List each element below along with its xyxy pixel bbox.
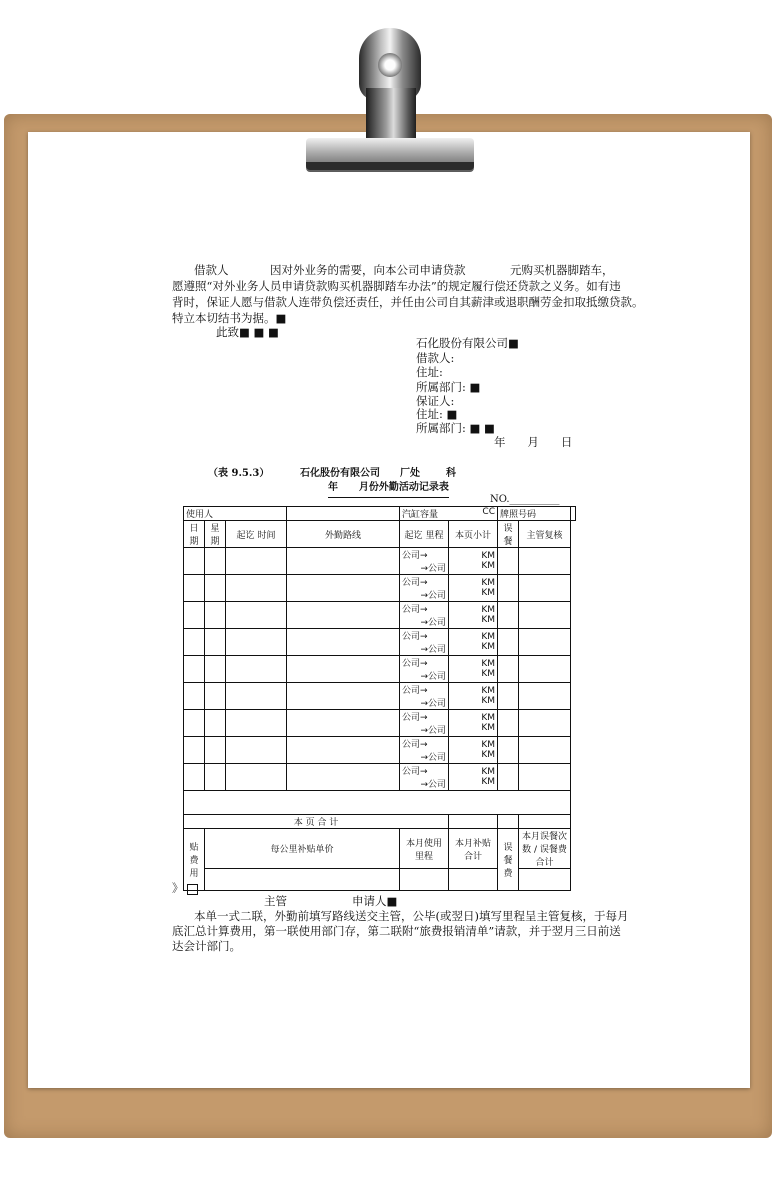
time-cell[interactable] xyxy=(226,629,287,656)
letter-line4: 特立本切结书为据。■ xyxy=(172,311,287,325)
letter-guarantor: 保证人: xyxy=(416,394,455,408)
km-unit: KM xyxy=(481,659,495,669)
day-cell[interactable] xyxy=(184,683,205,710)
meal-cell[interactable] xyxy=(498,710,519,737)
review-cell[interactable] xyxy=(519,575,571,602)
letter-line3: 背时，保证人愿与借款人连带负偿还责任，并任由公司自其薪津或退职酬劳金扣取抵缴贷款。 xyxy=(172,295,644,309)
week-cell[interactable] xyxy=(205,575,226,602)
footer-note2: 底汇总计算费用，第一联使用部门存，第二联附“旅费报销清单”请款，并于翌月三日前送 xyxy=(172,924,621,938)
mileage-cell[interactable] xyxy=(400,764,449,791)
week-cell[interactable] xyxy=(205,629,226,656)
letter-address2: 住址: ■ xyxy=(416,407,458,421)
page-total-meal[interactable] xyxy=(498,815,519,829)
user-value-cell[interactable] xyxy=(287,507,400,521)
mileage-cell[interactable] xyxy=(400,548,449,575)
record-row xyxy=(184,656,576,683)
km-unit: KM xyxy=(481,713,495,723)
meal-cell[interactable] xyxy=(498,764,519,791)
subtotal-cell[interactable] xyxy=(449,629,498,656)
blank-row xyxy=(184,791,571,815)
page-total-subtotal[interactable] xyxy=(449,815,498,829)
checkbox-icon[interactable] xyxy=(187,884,198,895)
time-cell[interactable] xyxy=(226,548,287,575)
km-unit: KM xyxy=(481,669,495,679)
mileage-cell[interactable] xyxy=(400,602,449,629)
to-company: →公司 xyxy=(420,564,446,574)
form-title: 年 月份外勤活动记录表 xyxy=(328,480,449,498)
letter-borrower: 借款人 xyxy=(194,263,229,277)
page-total-review[interactable] xyxy=(519,815,571,829)
letter-salutation: 此致■ ■ ■ xyxy=(216,325,279,339)
to-company: →公司 xyxy=(420,672,446,682)
day-cell[interactable] xyxy=(184,737,205,764)
meal-cell[interactable] xyxy=(498,656,519,683)
review-cell[interactable] xyxy=(519,710,571,737)
to-company: →公司 xyxy=(420,618,446,628)
km-unit: KM xyxy=(481,686,495,696)
review-cell[interactable] xyxy=(519,656,571,683)
route-cell[interactable] xyxy=(287,710,400,737)
letter-line2: 愿遵照“对外业务人员申请贷款购买机器脚踏车办法”的规定履行偿还贷款之义务。如有违 xyxy=(172,279,621,293)
mileage-cell[interactable] xyxy=(400,683,449,710)
form-section: 科 xyxy=(446,468,456,479)
from-company: 公司→ xyxy=(402,686,428,696)
subtotal-cell[interactable] xyxy=(449,602,498,629)
km-unit: KM xyxy=(481,561,495,571)
letter-borrower-sign: 借款人: xyxy=(416,351,455,365)
review-cell[interactable] xyxy=(519,737,571,764)
month-allowance-label: 本月补贴合计 xyxy=(449,829,498,869)
to-company: →公司 xyxy=(420,699,446,709)
month-mileage-label: 本月使用里程 xyxy=(400,829,449,869)
km-unit: KM xyxy=(481,642,495,652)
week-cell[interactable] xyxy=(205,602,226,629)
time-cell[interactable] xyxy=(226,710,287,737)
col-review: 主管复核 xyxy=(519,521,571,548)
review-cell[interactable] xyxy=(519,629,571,656)
meal-cell[interactable] xyxy=(498,737,519,764)
from-company: 公司→ xyxy=(402,578,428,588)
record-row xyxy=(184,737,576,764)
col-route: 外勤路线 xyxy=(287,521,400,548)
km-unit: KM xyxy=(481,632,495,642)
meal-values[interactable] xyxy=(519,869,571,891)
unit-price-value[interactable] xyxy=(205,869,400,891)
col-mileage: 起讫 里程 xyxy=(400,521,449,548)
letter-dept2: 所属部门: ■ ■ xyxy=(416,421,495,435)
day-cell[interactable] xyxy=(184,710,205,737)
meal-fee-label: 误餐费 xyxy=(498,829,519,891)
letter-company: 石化股份有限公司■ xyxy=(416,336,519,350)
col-subtotal: 本页小计 xyxy=(449,521,498,548)
subtotal-cell[interactable] xyxy=(449,764,498,791)
subtotal-cell[interactable] xyxy=(449,683,498,710)
subtotal-cell[interactable] xyxy=(449,710,498,737)
km-unit: KM xyxy=(481,777,495,787)
review-cell[interactable] xyxy=(519,764,571,791)
km-unit: KM xyxy=(481,578,495,588)
time-cell[interactable] xyxy=(226,656,287,683)
from-company: 公司→ xyxy=(402,713,428,723)
col-day: 日期 xyxy=(184,521,205,548)
review-cell[interactable] xyxy=(519,602,571,629)
mileage-cell[interactable] xyxy=(400,575,449,602)
record-row xyxy=(184,602,576,629)
time-cell[interactable] xyxy=(226,683,287,710)
page-total-label: 本 页 合 计 xyxy=(184,815,449,829)
record-row xyxy=(184,764,576,791)
week-cell[interactable] xyxy=(205,548,226,575)
time-cell[interactable] xyxy=(226,575,287,602)
route-cell[interactable] xyxy=(287,764,400,791)
unit-price-label: 每公里补贴单价 xyxy=(205,829,400,869)
meal-cell[interactable] xyxy=(498,602,519,629)
letter-line1: 因对外业务的需要，向本公司申请贷款 xyxy=(270,263,466,277)
route-cell[interactable] xyxy=(287,683,400,710)
km-unit: KM xyxy=(481,740,495,750)
mileage-cell[interactable] xyxy=(400,656,449,683)
meal-count-total-label: 本月误餐次数 / 误餐费合计 xyxy=(519,829,571,869)
meal-cell[interactable] xyxy=(498,548,519,575)
to-company: →公司 xyxy=(420,753,446,763)
km-unit: KM xyxy=(481,750,495,760)
week-cell[interactable] xyxy=(205,683,226,710)
time-cell[interactable] xyxy=(226,764,287,791)
mileage-cell[interactable] xyxy=(400,629,449,656)
meal-cell[interactable] xyxy=(498,683,519,710)
to-company: →公司 xyxy=(420,645,446,655)
mileage-cell[interactable] xyxy=(400,710,449,737)
record-row xyxy=(184,629,576,656)
km-unit: KM xyxy=(481,696,495,706)
km-unit: KM xyxy=(481,551,495,561)
col-meal: 误餐 xyxy=(498,521,519,548)
route-cell[interactable] xyxy=(287,656,400,683)
footer-supervisor: 主管 xyxy=(264,894,287,908)
record-row xyxy=(184,575,576,602)
route-cell[interactable] xyxy=(287,737,400,764)
route-cell[interactable] xyxy=(287,548,400,575)
record-row xyxy=(184,683,576,710)
route-cell[interactable] xyxy=(287,602,400,629)
day-cell[interactable] xyxy=(184,656,205,683)
footer-note1: 本单一式二联，外勤前填写路线送交主管，公毕(或翌日)填写里程呈主管复核，于每月 xyxy=(194,909,629,923)
day-cell[interactable] xyxy=(184,764,205,791)
to-company: →公司 xyxy=(420,780,446,790)
record-rows xyxy=(184,548,576,791)
meal-cell[interactable] xyxy=(498,629,519,656)
plate-value-cell[interactable] xyxy=(571,507,576,521)
outing-record-table xyxy=(183,506,576,891)
day-cell[interactable] xyxy=(184,575,205,602)
form-table-no: （表 9.5.3） xyxy=(208,468,270,479)
letter-address1: 住址: xyxy=(416,365,443,379)
clip-base-edge xyxy=(306,162,474,170)
subtotal-cell[interactable] xyxy=(449,575,498,602)
from-company: 公司→ xyxy=(402,551,428,561)
from-company: 公司→ xyxy=(402,605,428,615)
from-company: 公司→ xyxy=(402,659,428,669)
letter-line1-end: 元购买机器脚踏车， xyxy=(510,263,614,277)
clip-hole xyxy=(378,53,402,77)
to-company: →公司 xyxy=(420,591,446,601)
route-cell[interactable] xyxy=(287,575,400,602)
month-mileage-value[interactable] xyxy=(400,869,449,891)
form-company: 石化股份有限公司 xyxy=(300,468,380,479)
form-no: NO.__________ xyxy=(490,494,560,505)
footer-note3: 达会计部门。 xyxy=(172,939,241,953)
time-cell[interactable] xyxy=(226,602,287,629)
day-cell[interactable] xyxy=(184,629,205,656)
letter-date: 年 月 日 xyxy=(494,435,573,449)
subtotal-cell[interactable] xyxy=(449,548,498,575)
km-unit: KM xyxy=(481,615,495,625)
letter-dept1: 所属部门: ■ xyxy=(416,380,481,394)
allowance-label: 贴费用 xyxy=(184,829,205,891)
plate-label-cell: 牌照号码 xyxy=(498,507,571,521)
km-unit: KM xyxy=(481,723,495,733)
review-cell[interactable] xyxy=(519,548,571,575)
km-unit: KM xyxy=(481,588,495,598)
week-cell[interactable] xyxy=(205,656,226,683)
meal-cell[interactable] xyxy=(498,575,519,602)
cylinder-cell: 汽缸容量 CC xyxy=(400,507,498,521)
route-cell[interactable] xyxy=(287,629,400,656)
week-cell[interactable] xyxy=(205,764,226,791)
km-unit: KM xyxy=(481,767,495,777)
col-time: 起讫 时间 xyxy=(226,521,287,548)
record-row xyxy=(184,710,576,737)
week-cell[interactable] xyxy=(205,710,226,737)
subtotal-cell[interactable] xyxy=(449,656,498,683)
col-week: 星期 xyxy=(205,521,226,548)
subtotal-cell[interactable] xyxy=(449,737,498,764)
week-cell[interactable] xyxy=(205,737,226,764)
month-allowance-value[interactable] xyxy=(449,869,498,891)
day-cell[interactable] xyxy=(184,548,205,575)
from-company: 公司→ xyxy=(402,632,428,642)
footer-applicant: 申请人■ xyxy=(352,894,398,908)
to-company: →公司 xyxy=(420,726,446,736)
km-unit: KM xyxy=(481,605,495,615)
footer-mark: 》 xyxy=(172,880,198,897)
record-row xyxy=(184,548,576,575)
day-cell[interactable] xyxy=(184,602,205,629)
clip-neck xyxy=(366,88,416,144)
time-cell[interactable] xyxy=(226,737,287,764)
user-label-cell: 使用人 xyxy=(184,507,287,521)
from-company: 公司→ xyxy=(402,740,428,750)
from-company: 公司→ xyxy=(402,767,428,777)
mileage-cell[interactable] xyxy=(400,737,449,764)
review-cell[interactable] xyxy=(519,683,571,710)
form-factory: 厂处 xyxy=(400,468,420,479)
